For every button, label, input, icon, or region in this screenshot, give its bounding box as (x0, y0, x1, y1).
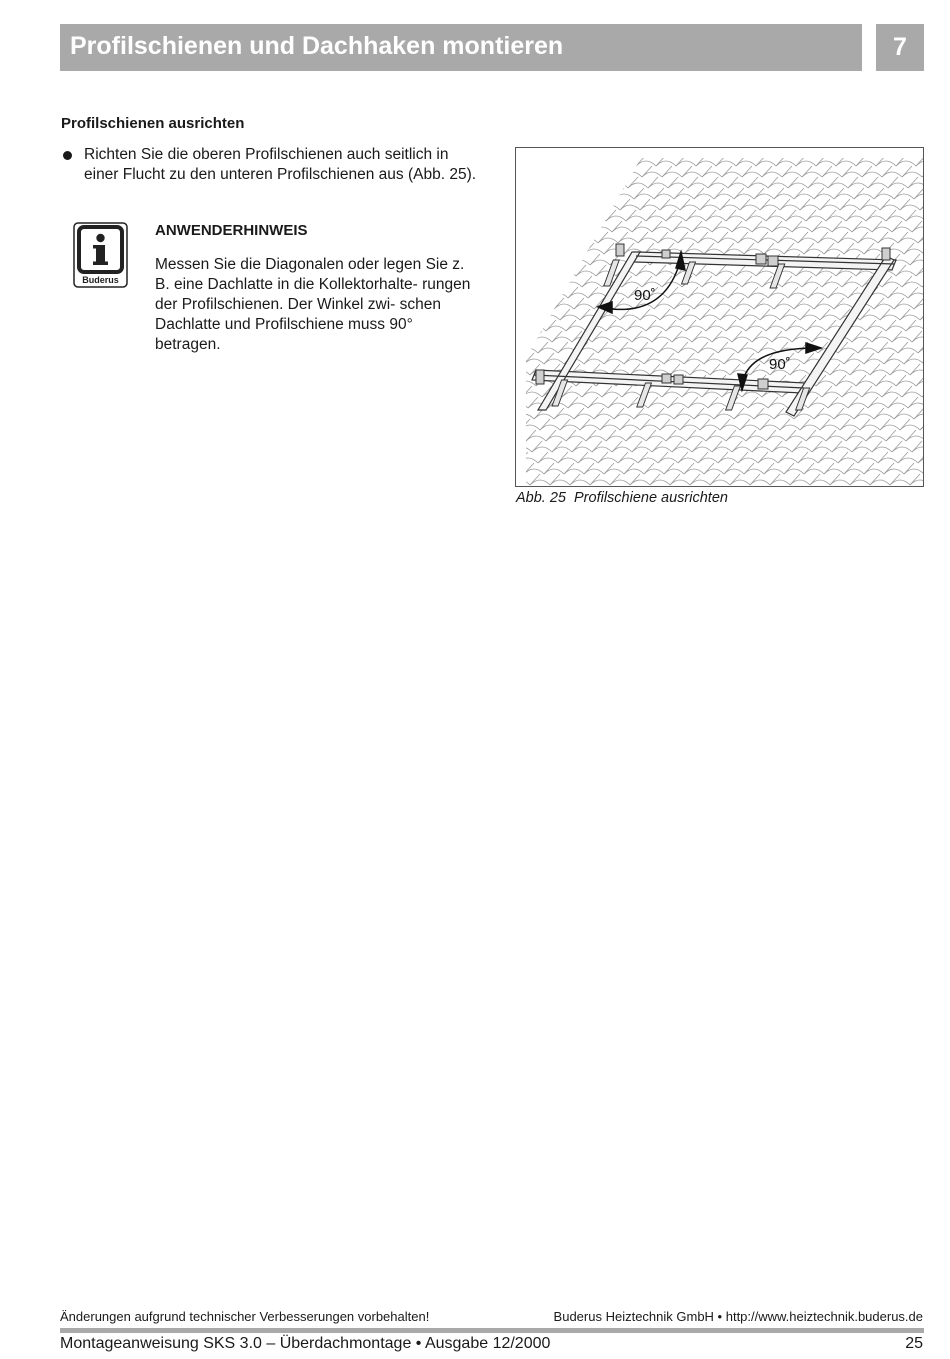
angle-label-bottom: 90˚ (769, 356, 791, 373)
chapter-header-bar (60, 24, 862, 71)
footer-notice: Änderungen aufgrund technischer Verbesserungen vorbehalten! (60, 1309, 430, 1324)
footer-company: Buderus Heiztechnik GmbH • http://www.heiztechnik.buderus.de (553, 1309, 923, 1324)
chapter-number-box (876, 24, 924, 71)
footer-divider (60, 1328, 924, 1333)
footer-document-title: Montageanweisung SKS 3.0 – Überdachmontage • Ausgabe 12/2000 (60, 1335, 551, 1352)
page-number: 25 (905, 1335, 923, 1352)
bullet-icon (63, 151, 72, 160)
figure-caption-number: Abb. 25 (516, 490, 566, 506)
angle-label-top: 90˚ (634, 287, 656, 304)
page-title: Profilschienen und Dachhaken montieren (70, 32, 564, 60)
note-text: Messen Sie die Diagonalen oder legen Sie z. B. eine Dachlatte in die Kollektorhalte- rungen der Profilschienen. Der Winkel zwi- schen Dachlatte und Profilschiene muss 90° betragen. (155, 256, 471, 353)
section-heading: Profilschienen ausrichten (61, 115, 245, 132)
info-icon (73, 222, 128, 288)
figure-caption (516, 490, 728, 506)
figure-roof-illustration (515, 147, 924, 487)
chapter-number: 7 (893, 33, 907, 61)
bullet-instruction: Richten Sie die oberen Profilschienen auch seitlich in einer Flucht zu den unteren Profilschienen aus (Abb. 25). (84, 146, 477, 183)
info-icon-brand: Buderus (82, 275, 119, 285)
note-heading: ANWENDERHINWEIS (155, 222, 308, 239)
figure-caption-text: Profilschiene ausrichten (574, 490, 728, 506)
roof-tiles (516, 155, 923, 485)
